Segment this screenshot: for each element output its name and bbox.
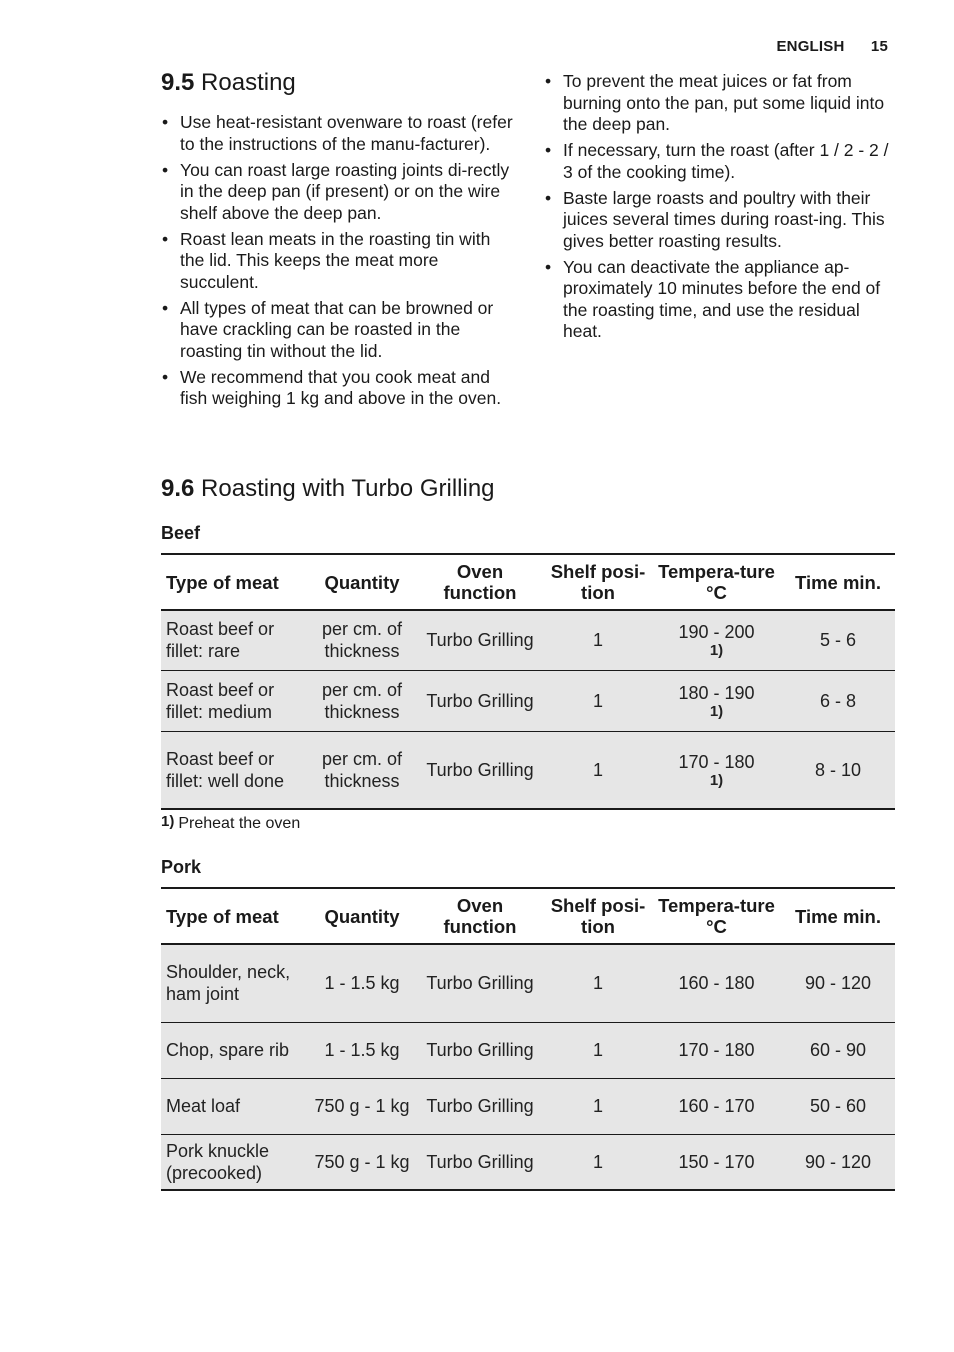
cell-function: Turbo Grilling xyxy=(416,1078,544,1134)
table-row xyxy=(161,1022,895,1078)
table-row xyxy=(161,1134,895,1190)
cell-type: Meat loaf xyxy=(161,1078,308,1134)
page-header xyxy=(776,38,888,55)
cell-shelf: 1 xyxy=(544,944,652,1022)
cell-temperature xyxy=(652,731,781,809)
col-header-shelf: Shelf posi-tion xyxy=(544,888,652,944)
cell-shelf: 1 xyxy=(544,610,652,670)
table-row xyxy=(161,610,895,670)
section-9-6-title xyxy=(161,475,495,503)
cell-function: Turbo Grilling xyxy=(416,670,544,731)
cell-temperature: 170 - 180 xyxy=(652,1022,781,1078)
footnote-ref: 1) xyxy=(709,642,724,660)
cell-time: 90 - 120 xyxy=(781,1134,895,1190)
col-header-time: Time min. xyxy=(781,888,895,944)
pork-table xyxy=(161,887,895,1191)
table-footnote xyxy=(161,815,300,833)
col-header-quantity: Quantity xyxy=(308,888,416,944)
cell-shelf: 1 xyxy=(544,1134,652,1190)
footnote-text: Preheat the oven xyxy=(178,815,301,832)
col-header-shelf: Shelf posi-tion xyxy=(544,554,652,610)
footnote-mark: 1) xyxy=(161,813,175,830)
cell-time: 90 - 120 xyxy=(781,944,895,1022)
cell-function: Turbo Grilling xyxy=(416,731,544,809)
col-header-temperature: Tempera-ture °C xyxy=(652,554,781,610)
col-header-function: Oven function xyxy=(416,888,544,944)
footnote-ref: 1) xyxy=(709,771,724,789)
section-number: 9.5 xyxy=(161,69,195,96)
beef-subheading: Beef xyxy=(161,523,201,543)
list-item: • Use heat-resistant ovenware to roast (refer to the instructions of the manu-facturer). xyxy=(161,112,517,155)
section-title-text: Roasting with Turbo Grilling xyxy=(201,475,495,502)
cell-quantity: 1 - 1.5 kg xyxy=(308,1022,416,1078)
cell-temperature: 160 - 180 xyxy=(652,944,781,1022)
cell-time: 6 - 8 xyxy=(781,670,895,731)
cell-function: Turbo Grilling xyxy=(416,1134,544,1190)
cell-function: Turbo Grilling xyxy=(416,1022,544,1078)
cell-time: 5 - 6 xyxy=(781,610,895,670)
cell-temperature: 160 - 170 xyxy=(652,1078,781,1134)
cell-type: Shoulder, neck, ham joint xyxy=(161,944,308,1022)
list-item: • All types of meat that can be browned or have crackling can be roasted in the roasting tin without the lid. xyxy=(161,298,517,363)
cell-quantity: 1 - 1.5 kg xyxy=(308,944,416,1022)
pork-subheading: Pork xyxy=(161,857,202,877)
cell-type: Roast beef or fillet: well done xyxy=(161,731,308,809)
temp-value: 180 - 190 xyxy=(678,682,755,703)
roasting-tips-right xyxy=(544,71,896,347)
temp-value: 170 - 180 xyxy=(678,751,755,772)
cell-temperature xyxy=(652,610,781,670)
cell-time: 60 - 90 xyxy=(781,1022,895,1078)
section-number: 9.6 xyxy=(161,475,195,502)
table-header-row xyxy=(161,888,895,944)
list-item: • We recommend that you cook meat and fish weighing 1 kg and above in the oven. xyxy=(161,367,517,410)
cell-time: 50 - 60 xyxy=(781,1078,895,1134)
list-item: • You can roast large roasting joints di-rectly in the deep pan (if present) or on the wire shelf above the deep pan. xyxy=(161,160,517,225)
cell-temperature xyxy=(652,670,781,731)
roasting-tips-left xyxy=(161,112,517,414)
table-header-row xyxy=(161,554,895,610)
col-header-temperature: Tempera-ture °C xyxy=(652,888,781,944)
cell-shelf: 1 xyxy=(544,1022,652,1078)
cell-function: Turbo Grilling xyxy=(416,944,544,1022)
beef-table xyxy=(161,553,895,810)
cell-quantity: per cm. of thickness xyxy=(308,670,416,731)
cell-quantity: per cm. of thickness xyxy=(308,610,416,670)
cell-type: Roast beef or fillet: medium xyxy=(161,670,308,731)
list-item: • Roast lean meats in the roasting tin with the lid. This keeps the meat more succulent. xyxy=(161,229,517,294)
section-title-text: Roasting xyxy=(201,69,296,96)
cell-type: Pork knuckle (precooked) xyxy=(161,1134,308,1190)
header-language: ENGLISH xyxy=(776,38,845,55)
section-9-5-title xyxy=(161,69,296,97)
cell-type: Roast beef or fillet: rare xyxy=(161,610,308,670)
table-row xyxy=(161,670,895,731)
table-row xyxy=(161,731,895,809)
cell-shelf: 1 xyxy=(544,731,652,809)
col-header-type: Type of meat xyxy=(161,554,308,610)
footnote-ref: 1) xyxy=(709,702,724,720)
page-number: 15 xyxy=(870,38,888,55)
cell-time: 8 - 10 xyxy=(781,731,895,809)
cell-shelf: 1 xyxy=(544,1078,652,1134)
list-item: • Baste large roasts and poultry with their juices several times during roast-ing. This gives better roasting results. xyxy=(544,188,896,253)
list-item: • To prevent the meat juices or fat from burning onto the pan, put some liquid into the deep pan. xyxy=(544,71,896,136)
col-header-type: Type of meat xyxy=(161,888,308,944)
cell-temperature: 150 - 170 xyxy=(652,1134,781,1190)
col-header-function: Oven function xyxy=(416,554,544,610)
col-header-quantity: Quantity xyxy=(308,554,416,610)
list-item: • If necessary, turn the roast (after 1 / 2 - 2 / 3 of the cooking time). xyxy=(544,140,896,183)
cell-shelf: 1 xyxy=(544,670,652,731)
table-row xyxy=(161,944,895,1022)
cell-quantity: 750 g - 1 kg xyxy=(308,1134,416,1190)
temp-value: 190 - 200 xyxy=(678,622,755,643)
cell-quantity: 750 g - 1 kg xyxy=(308,1078,416,1134)
cell-function: Turbo Grilling xyxy=(416,610,544,670)
table-row xyxy=(161,1078,895,1134)
cell-quantity: per cm. of thickness xyxy=(308,731,416,809)
list-item: • You can deactivate the appliance ap-proximately 10 minutes before the end of the roasting time, and use the residual heat. xyxy=(544,257,896,343)
cell-type: Chop, spare rib xyxy=(161,1022,308,1078)
col-header-time: Time min. xyxy=(781,554,895,610)
